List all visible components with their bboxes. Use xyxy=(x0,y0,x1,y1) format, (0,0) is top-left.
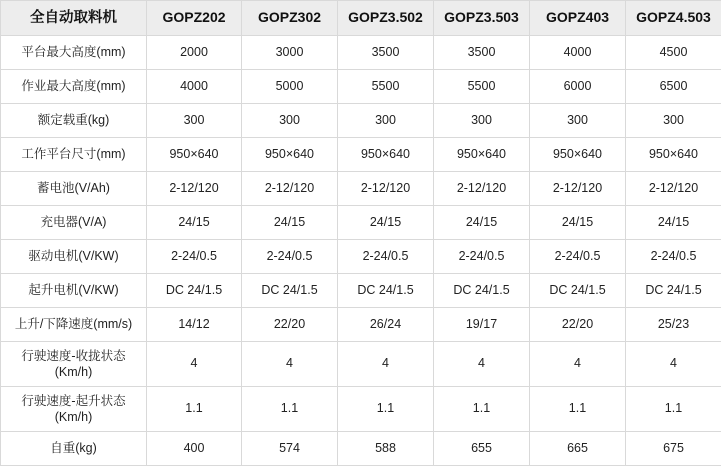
cell-value: 2-24/0.5 xyxy=(530,240,626,274)
cell-value: 300 xyxy=(530,104,626,138)
cell-value: 22/20 xyxy=(242,308,338,342)
table-row xyxy=(1,274,721,308)
cell-value: 14/12 xyxy=(147,308,242,342)
table-row xyxy=(1,308,721,342)
table-row xyxy=(1,240,721,274)
cell-value: DC 24/1.5 xyxy=(147,274,242,308)
cell-value: 574 xyxy=(242,432,338,466)
column-header-3: GOPZ3.502 xyxy=(338,1,434,36)
cell-value: 300 xyxy=(434,104,530,138)
cell-value: DC 24/1.5 xyxy=(434,274,530,308)
column-header-5: GOPZ403 xyxy=(530,1,626,36)
cell-value: 24/15 xyxy=(338,206,434,240)
column-header-6: GOPZ4.503 xyxy=(626,1,721,36)
cell-value: DC 24/1.5 xyxy=(242,274,338,308)
cell-value: 2-12/120 xyxy=(530,172,626,206)
cell-value: 26/24 xyxy=(338,308,434,342)
cell-value: 1.1 xyxy=(338,387,434,432)
cell-value: 2-24/0.5 xyxy=(242,240,338,274)
cell-value: 4 xyxy=(434,342,530,387)
cell-value: DC 24/1.5 xyxy=(530,274,626,308)
cell-value: 22/20 xyxy=(530,308,626,342)
cell-value: 2-24/0.5 xyxy=(626,240,721,274)
cell-value: 24/15 xyxy=(434,206,530,240)
table-row xyxy=(1,387,721,432)
cell-value: 950×640 xyxy=(434,138,530,172)
cell-value: DC 24/1.5 xyxy=(626,274,721,308)
cell-value: 2-12/120 xyxy=(147,172,242,206)
cell-value: 950×640 xyxy=(626,138,721,172)
column-header-2: GOPZ302 xyxy=(242,1,338,36)
cell-value: 24/15 xyxy=(147,206,242,240)
cell-value: 2-24/0.5 xyxy=(338,240,434,274)
table-row xyxy=(1,36,721,70)
row-label: 驱动电机(V/KW) xyxy=(1,240,147,274)
cell-value: 588 xyxy=(338,432,434,466)
row-label-line1: 行驶速度-起升状态 xyxy=(2,393,145,409)
cell-value: 25/23 xyxy=(626,308,721,342)
cell-value: 675 xyxy=(626,432,721,466)
cell-value: 1.1 xyxy=(147,387,242,432)
cell-value: 4000 xyxy=(530,36,626,70)
cell-value: 19/17 xyxy=(434,308,530,342)
cell-value: DC 24/1.5 xyxy=(338,274,434,308)
cell-value: 4 xyxy=(626,342,721,387)
cell-value: 6000 xyxy=(530,70,626,104)
cell-value: 3500 xyxy=(338,36,434,70)
row-label: 作业最大高度(mm) xyxy=(1,70,147,104)
cell-value: 4500 xyxy=(626,36,721,70)
column-header-4: GOPZ3.503 xyxy=(434,1,530,36)
cell-value: 2000 xyxy=(147,36,242,70)
cell-value: 300 xyxy=(626,104,721,138)
row-label-line2: (Km/h) xyxy=(2,409,145,425)
cell-value: 1.1 xyxy=(434,387,530,432)
cell-value: 24/15 xyxy=(242,206,338,240)
table-row xyxy=(1,104,721,138)
table-header-row xyxy=(1,1,721,36)
cell-value: 3500 xyxy=(434,36,530,70)
cell-value: 6500 xyxy=(626,70,721,104)
cell-value: 4000 xyxy=(147,70,242,104)
cell-value: 300 xyxy=(242,104,338,138)
row-label: 上升/下降速度(mm/s) xyxy=(1,308,147,342)
cell-value: 1.1 xyxy=(530,387,626,432)
row-label xyxy=(1,342,147,387)
cell-value: 24/15 xyxy=(530,206,626,240)
cell-value: 4 xyxy=(338,342,434,387)
cell-value: 24/15 xyxy=(626,206,721,240)
table-row xyxy=(1,206,721,240)
row-label: 额定载重(kg) xyxy=(1,104,147,138)
row-label: 起升电机(V/KW) xyxy=(1,274,147,308)
row-label: 平台最大高度(mm) xyxy=(1,36,147,70)
row-label-line1: 行驶速度-收拢状态 xyxy=(2,348,145,364)
cell-value: 950×640 xyxy=(530,138,626,172)
cell-value: 5500 xyxy=(338,70,434,104)
row-label: 工作平台尺寸(mm) xyxy=(1,138,147,172)
cell-value: 2-12/120 xyxy=(434,172,530,206)
row-label: 自重(kg) xyxy=(1,432,147,466)
cell-value: 300 xyxy=(338,104,434,138)
row-label: 蓄电池(V/Ah) xyxy=(1,172,147,206)
row-label-line2: (Km/h) xyxy=(2,364,145,380)
cell-value: 2-24/0.5 xyxy=(434,240,530,274)
cell-value: 5500 xyxy=(434,70,530,104)
table-row xyxy=(1,432,721,466)
table-title: 全自动取料机 xyxy=(1,1,147,36)
cell-value: 2-24/0.5 xyxy=(147,240,242,274)
cell-value: 1.1 xyxy=(242,387,338,432)
cell-value: 4 xyxy=(242,342,338,387)
table-row xyxy=(1,70,721,104)
cell-value: 4 xyxy=(147,342,242,387)
cell-value: 3000 xyxy=(242,36,338,70)
table-row xyxy=(1,342,721,387)
cell-value: 5000 xyxy=(242,70,338,104)
cell-value: 655 xyxy=(434,432,530,466)
cell-value: 950×640 xyxy=(338,138,434,172)
cell-value: 400 xyxy=(147,432,242,466)
cell-value: 665 xyxy=(530,432,626,466)
cell-value: 2-12/120 xyxy=(242,172,338,206)
cell-value: 2-12/120 xyxy=(626,172,721,206)
column-header-1: GOPZ202 xyxy=(147,1,242,36)
cell-value: 300 xyxy=(147,104,242,138)
cell-value: 4 xyxy=(530,342,626,387)
cell-value: 950×640 xyxy=(242,138,338,172)
table-row xyxy=(1,172,721,206)
table-row xyxy=(1,138,721,172)
cell-value: 1.1 xyxy=(626,387,721,432)
cell-value: 2-12/120 xyxy=(338,172,434,206)
row-label: 充电器(V/A) xyxy=(1,206,147,240)
cell-value: 950×640 xyxy=(147,138,242,172)
row-label xyxy=(1,387,147,432)
